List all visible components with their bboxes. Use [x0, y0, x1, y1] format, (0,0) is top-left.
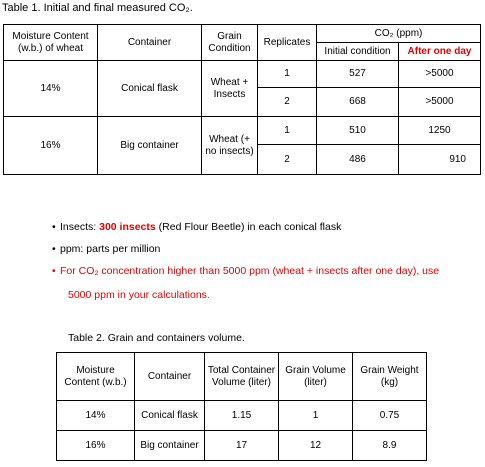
t2-grain-volume-cell: 1 [279, 401, 353, 431]
t2-grain-weight-cell: 8.9 [353, 431, 427, 461]
insect-count: 300 insects [99, 221, 156, 233]
t2-grain-weight-cell: 0.75 [353, 401, 427, 431]
t1-moisture-cell: 16% [4, 117, 98, 175]
table2 [56, 352, 427, 461]
table-row [57, 401, 427, 431]
bullet-icon: • [52, 221, 56, 233]
t1-rep-cell: 2 [258, 145, 317, 175]
t1-header-moisture: Moisture Content (w.b.) of wheat [4, 25, 98, 61]
t1-header-after: After one day [399, 43, 481, 61]
t1-container-cell: Big container [98, 117, 202, 175]
t1-initial-cell: 510 [317, 117, 399, 145]
t2-header-total: Total Container Volume (liter) [205, 353, 279, 401]
table2-title: Table 2. Grain and containers volume. [68, 332, 245, 344]
t1-grain-cell: Wheat + Insects [202, 61, 258, 117]
t1-rep-cell: 1 [258, 117, 317, 145]
t1-after-cell: 910 [399, 145, 481, 175]
t2-grain-volume-cell: 12 [279, 431, 353, 461]
t2-container-cell: Conical flask [135, 401, 205, 431]
bullet-icon: • [52, 265, 56, 277]
table1 [3, 24, 481, 175]
t1-header-grain: Grain Condition [202, 25, 258, 61]
t1-moisture-cell: 14% [4, 61, 98, 117]
t2-moisture-cell: 14% [57, 401, 135, 431]
t1-container-cell: Conical flask [98, 61, 202, 117]
t1-initial-cell: 668 [317, 88, 399, 117]
t2-header-container: Container [135, 353, 205, 401]
t1-header-co2: CO₂ (ppm) [317, 25, 481, 43]
t1-header-replicates: Replicates [258, 25, 317, 61]
t1-initial-cell: 486 [317, 145, 399, 175]
t1-rep-cell: 1 [258, 61, 317, 88]
t2-total-cell: 17 [205, 431, 279, 461]
t1-rep-cell: 2 [258, 88, 317, 117]
table-row [4, 61, 481, 88]
t2-header-grain-volume: Grain Volume (liter) [279, 353, 353, 401]
t2-total-cell: 1.15 [205, 401, 279, 431]
t1-grain-cell: Wheat (+ no insects) [202, 117, 258, 175]
t1-after-cell: 1250 [399, 117, 481, 145]
table-row [4, 117, 481, 145]
t2-container-cell: Big container [135, 431, 205, 461]
t2-moisture-cell: 16% [57, 431, 135, 461]
t2-header-moisture: Moisture Content (w.b.) [57, 353, 135, 401]
t1-header-initial: Initial condition [317, 43, 399, 61]
t2-header-grain-weight: Grain Weight (kg) [353, 353, 427, 401]
table-row [57, 431, 427, 461]
t1-after-cell: >5000 [399, 61, 481, 88]
t1-initial-cell: 527 [317, 61, 399, 88]
table1-title: Table 1. Initial and final measured CO₂. [2, 2, 193, 14]
bullet-icon: • [52, 243, 56, 255]
t1-after-cell: >5000 [399, 88, 481, 117]
t1-header-container: Container [98, 25, 202, 61]
